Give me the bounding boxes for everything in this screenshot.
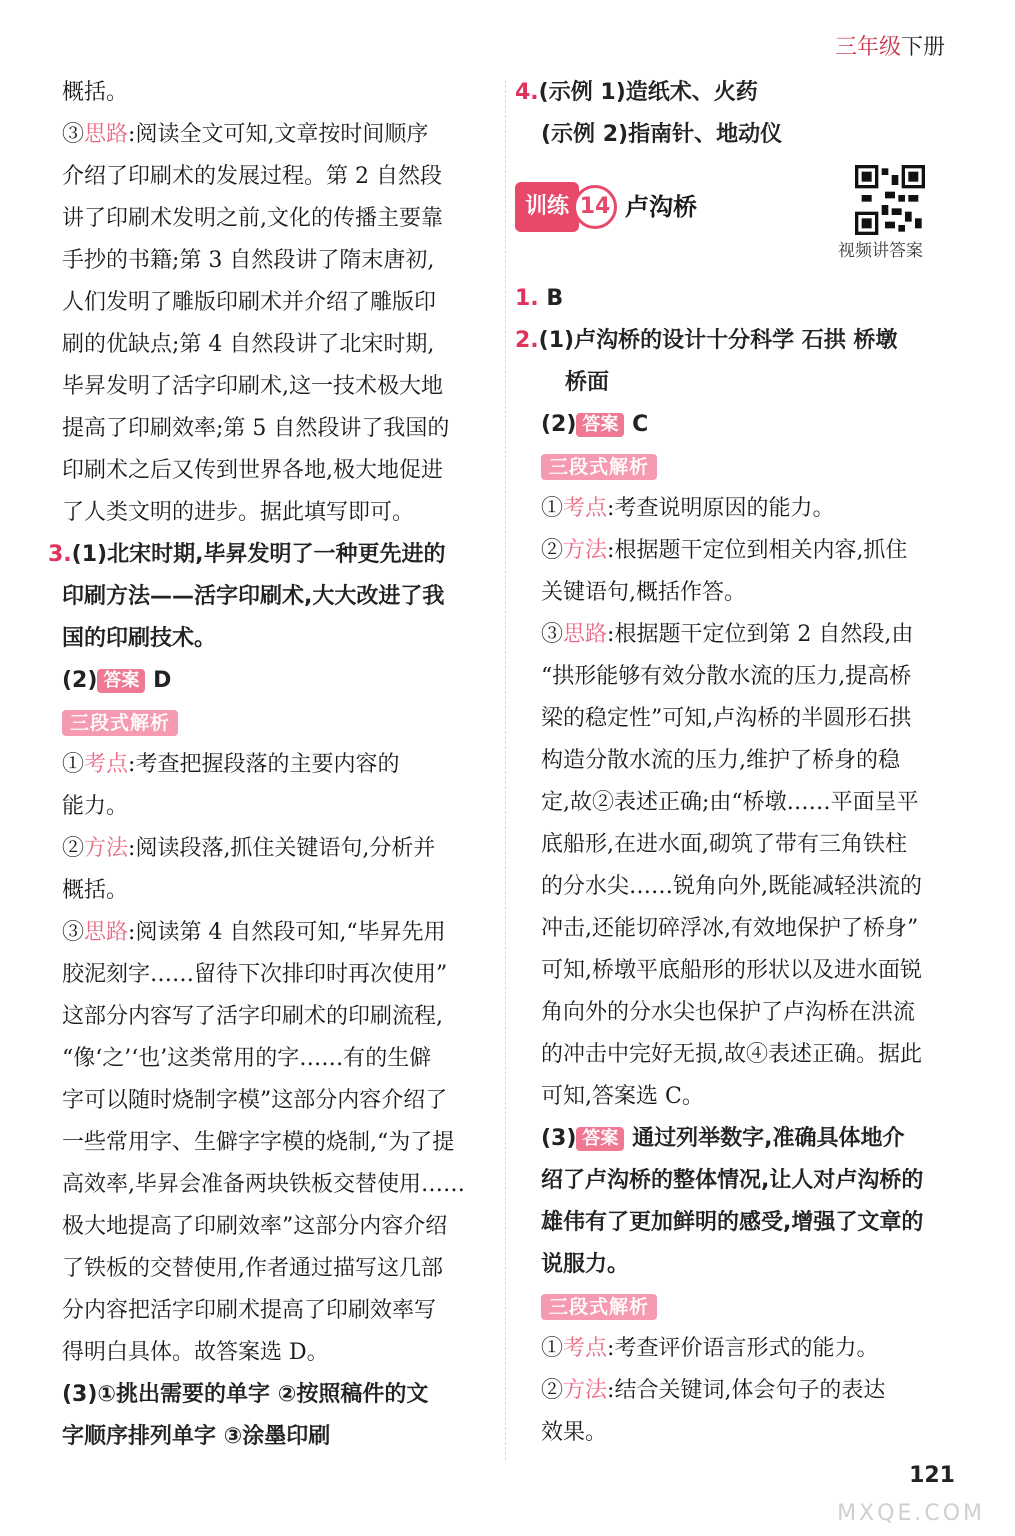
label-silu: 思路 xyxy=(84,920,129,945)
text-line: 关键语句,概括作答。 xyxy=(541,580,746,605)
text-line: 分内容把活字印刷术提高了印刷效率写 xyxy=(62,1298,437,1323)
text-line: 人们发明了雕版印刷术并介绍了雕版印 xyxy=(62,290,437,315)
text-line: 的冲击中完好无损,故④表述正确。据此 xyxy=(541,1042,922,1067)
grade-text: 三年级 xyxy=(834,35,901,60)
analysis-silu xyxy=(62,912,492,954)
text-line: :考查评价语言形式的能力。 xyxy=(607,1336,879,1361)
text-line: 印刷术之后又传到世界各地,极大地促进 xyxy=(62,458,443,483)
analysis-fangfa xyxy=(541,530,963,572)
answer-line xyxy=(515,404,963,446)
label-silu: 思路 xyxy=(563,622,608,647)
label-kaodian: 考点 xyxy=(563,1336,608,1361)
analysis-kaodian xyxy=(541,488,963,530)
text-line: 角向外的分水尖也保护了卢沟桥在洪流 xyxy=(541,1000,916,1025)
volume-text: 下册 xyxy=(900,35,945,60)
answer-value: D xyxy=(153,668,172,693)
watermark: MXQE.COM xyxy=(837,1501,985,1526)
text-line: 提高了印刷效率;第 5 自然段讲了我国的 xyxy=(62,416,450,441)
analysis-fangfa xyxy=(541,1370,963,1412)
question-number: 1. xyxy=(515,286,539,311)
text-line: 定,故②表述正确;由“桥墩……平面呈平 xyxy=(541,790,919,815)
label-fangfa: 方法 xyxy=(84,836,129,861)
text-line: 效果。 xyxy=(541,1420,608,1445)
analysis-tag: 三段式解析 xyxy=(541,454,657,480)
text-line: 的分水尖……锐角向外,既能减轻洪流的 xyxy=(541,874,922,899)
column-divider xyxy=(505,80,506,1460)
text-line: :结合关键词,体会句子的表达 xyxy=(607,1378,886,1403)
text-line: 可知,桥墩平底船形的形状以及进水面锐 xyxy=(541,958,922,983)
text-line: 绍了卢沟桥的整体情况,让人对卢沟桥的 xyxy=(541,1168,924,1193)
text-line: 胶泥刻字……留待下次排印时再次使用” xyxy=(62,962,448,987)
text-line: 字可以随时烧制字模”这部分内容介绍了 xyxy=(62,1088,448,1113)
analysis-kaodian xyxy=(541,1328,963,1370)
text-line: :考查把握段落的主要内容的 xyxy=(128,752,400,777)
text-line: 雄伟有了更加鲜明的感受,增强了文章的 xyxy=(541,1210,924,1235)
text-line: 一些常用字、生僻字字模的烧制,“为了提 xyxy=(62,1130,455,1155)
text-line: 说服力。 xyxy=(541,1252,630,1277)
text-line: 构造分散水流的压力,维护了桥身的稳 xyxy=(541,748,900,773)
label-silu: 思路 xyxy=(84,122,129,147)
text-line: (3)①挑出需要的单字 ②按照稿件的文 xyxy=(62,1382,429,1407)
analysis-siLu xyxy=(62,114,492,156)
text-line: 手抄的书籍;第 3 自然段讲了隋末唐初, xyxy=(62,248,435,273)
qr-code-icon[interactable] xyxy=(855,165,925,235)
training-number: 14 xyxy=(573,185,617,229)
text-line: 梁的稳定性”可知,卢沟桥的半圆形石拱 xyxy=(541,706,912,731)
left-column xyxy=(48,72,492,1458)
text-line: 刷的优缺点;第 4 自然段讲了北宋时期, xyxy=(62,332,435,357)
text-line: 通过列举数字,准确具体地介 xyxy=(624,1126,905,1151)
text-line: 介绍了印刷术的发展过程。第 2 自然段 xyxy=(62,164,442,189)
text-line: :阅读全文可知,文章按时间顺序 xyxy=(128,122,429,147)
analysis-tag: 三段式解析 xyxy=(62,710,178,736)
text-line: 能力。 xyxy=(62,794,129,819)
label-fangfa: 方法 xyxy=(563,1378,608,1403)
answer-1 xyxy=(515,278,963,320)
text-line: :阅读第 4 自然段可知,“毕昇先用 xyxy=(128,920,446,945)
marker: ① xyxy=(541,1336,564,1361)
text-line: (示例 2)指南针、地动仪 xyxy=(541,122,783,147)
text-line: :根据题干定位到相关内容,抓住 xyxy=(607,538,908,563)
training-label: 训练 xyxy=(515,182,579,232)
marker: ② xyxy=(62,836,85,861)
analysis-fangfa xyxy=(62,828,492,870)
answer-value: C xyxy=(632,412,649,437)
text-line: (示例 1)造纸术、火药 xyxy=(538,80,758,105)
text-line: (1)卢沟桥的设计十分科学 石拱 桥墩 xyxy=(538,328,898,353)
text-line: 印刷方法——活字印刷术,大大改进了我 xyxy=(62,584,445,609)
text-line: 这部分内容写了活字印刷术的印刷流程, xyxy=(62,1004,443,1029)
analysis-silu xyxy=(541,614,963,656)
text-line: 底船形,在进水面,砌筑了带有三角铁柱 xyxy=(541,832,907,857)
text-line: (1)北宋时期,毕昇发明了一种更先进的 xyxy=(71,542,446,567)
marker: ① xyxy=(62,752,85,777)
text-line: 得明白具体。故答案选 D。 xyxy=(62,1340,329,1365)
text-line: 冲击,还能切碎浮冰,有效地保护了桥身” xyxy=(541,916,919,941)
answer-prefix: (2) xyxy=(541,412,577,437)
text-line: 可知,答案选 C。 xyxy=(541,1084,704,1109)
text-line: :根据题干定位到第 2 自然段,由 xyxy=(607,622,914,647)
text-line: 了铁板的交替使用,作者通过描写这几部 xyxy=(62,1256,443,1281)
label-kaodian: 考点 xyxy=(563,496,608,521)
text-line: 桥面 xyxy=(565,370,610,395)
training-title: 卢沟桥 xyxy=(625,193,698,221)
qr-caption: 视频讲答案 xyxy=(838,241,923,261)
text-line: 概括。 xyxy=(62,878,129,903)
right-column xyxy=(515,72,963,1454)
question-3 xyxy=(48,534,492,576)
header-grade xyxy=(835,30,945,61)
label-kaodian: 考点 xyxy=(84,752,129,777)
question-number: 4. xyxy=(515,80,539,105)
analysis-kaodian xyxy=(62,744,492,786)
answer-prefix: (3) xyxy=(541,1126,577,1151)
text-line: 字顺序排列单字 ③涂墨印刷 xyxy=(62,1424,331,1449)
text-line: :阅读段落,抓住关键语句,分析并 xyxy=(128,836,436,861)
marker: ③ xyxy=(541,622,564,647)
text-line: 国的印刷技术。 xyxy=(62,626,217,651)
text-line: “像‘之’‘也’这类常用的字……有的生僻 xyxy=(62,1046,432,1071)
text-line: 讲了印刷术发明之前,文化的传播主要靠 xyxy=(62,206,443,231)
marker: ② xyxy=(541,1378,564,1403)
answer-tag: 答案 xyxy=(576,413,624,437)
answer-2 xyxy=(515,320,963,362)
text-line: :考查说明原因的能力。 xyxy=(607,496,835,521)
text-line: “拱形能够有效分散水流的压力,提高桥 xyxy=(541,664,912,689)
answer-tag: 答案 xyxy=(97,669,145,693)
text-line: 高效率,毕昇会准备两块铁板交替使用…… xyxy=(62,1172,465,1197)
answer-tag: 答案 xyxy=(576,1127,624,1151)
label-fangfa: 方法 xyxy=(563,538,608,563)
answer-line xyxy=(541,1118,963,1160)
question-4 xyxy=(515,72,963,114)
marker: ① xyxy=(541,496,564,521)
marker: ③ xyxy=(62,920,85,945)
text-line: 了人类文明的进步。据此填写即可。 xyxy=(62,500,415,525)
question-number: 3. xyxy=(48,542,72,567)
question-number: 2. xyxy=(515,328,539,353)
marker: ③ xyxy=(62,122,85,147)
text-line: 毕昇发明了活字印刷术,这一技术极大地 xyxy=(62,374,443,399)
analysis-tag: 三段式解析 xyxy=(541,1294,657,1320)
marker: ② xyxy=(541,538,564,563)
answer-value: B xyxy=(546,286,564,311)
answer-prefix: (2) xyxy=(62,668,98,693)
text-line: 概括。 xyxy=(62,80,129,105)
text-line: 极大地提高了印刷效率”这部分内容介绍 xyxy=(62,1214,448,1239)
page-number: 121 xyxy=(909,1463,955,1488)
answer-line xyxy=(62,660,492,702)
